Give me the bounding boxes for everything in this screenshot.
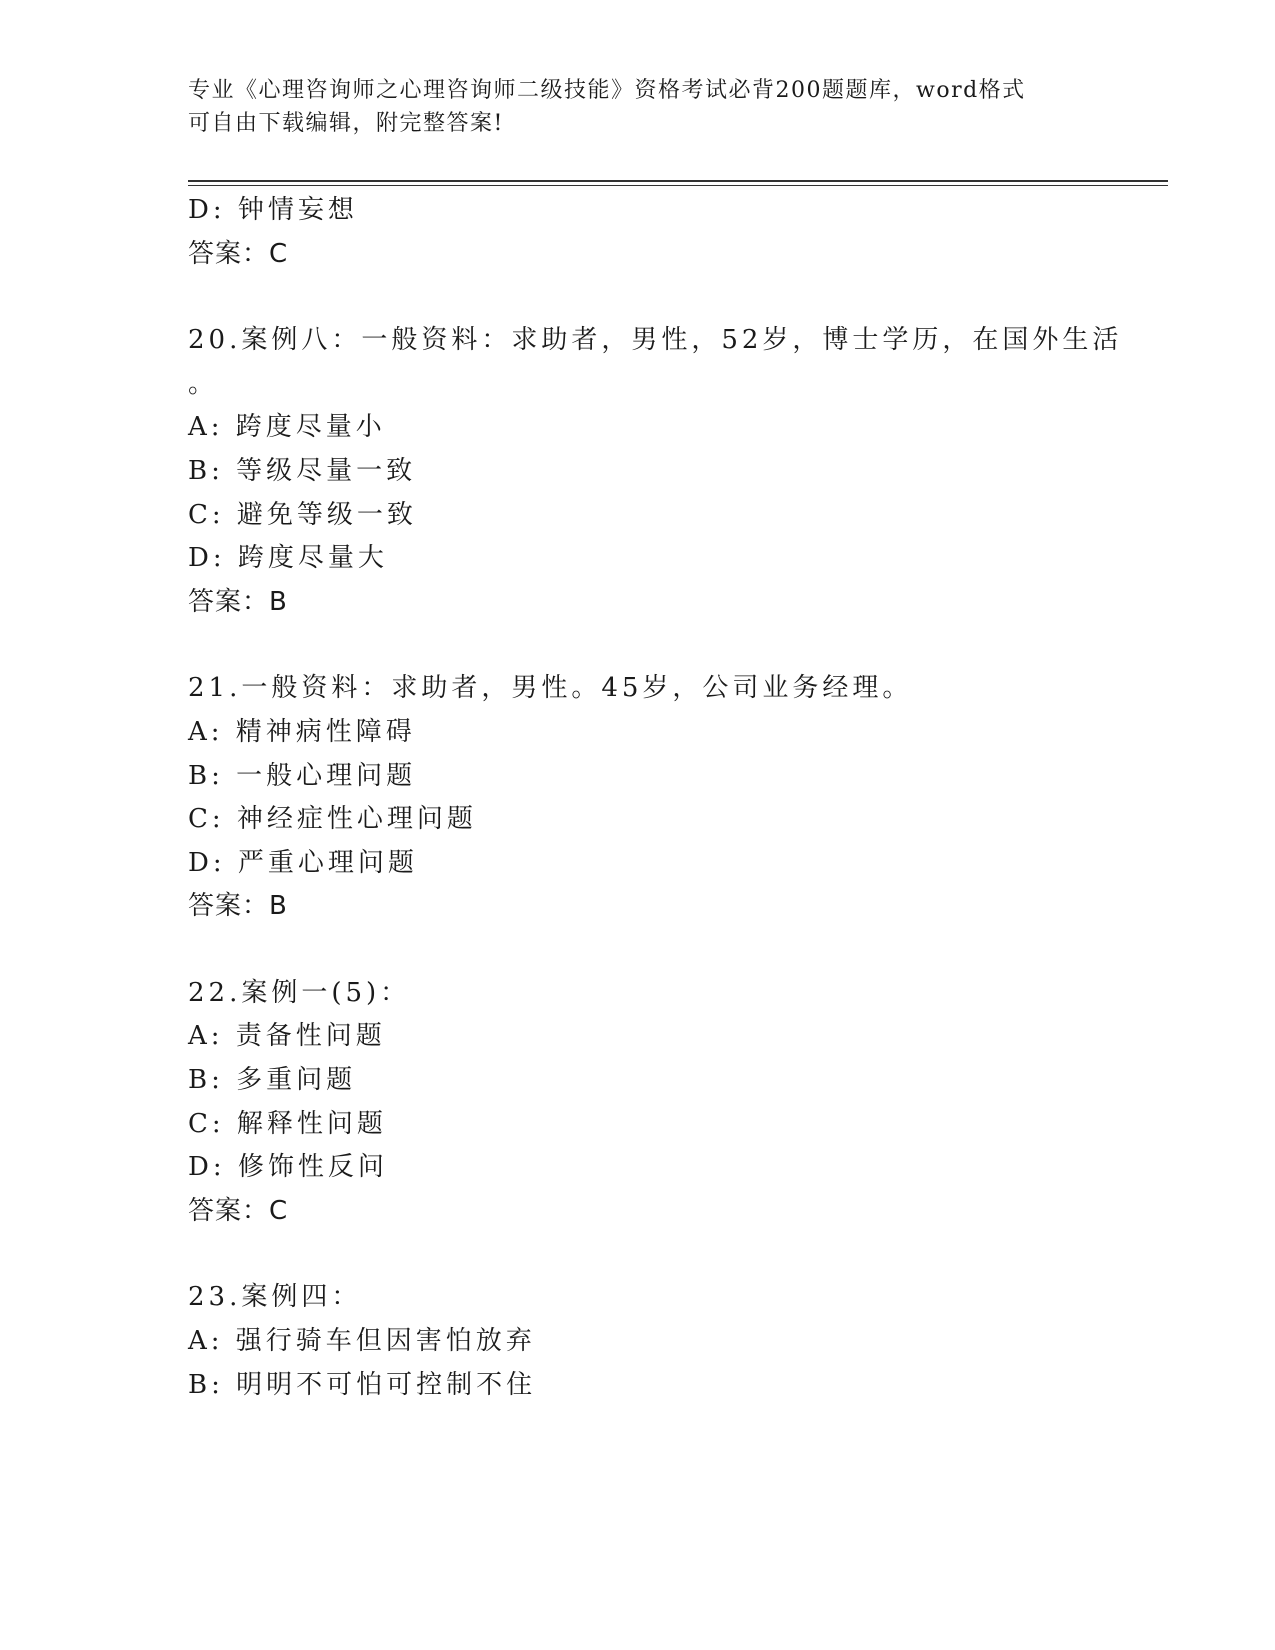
header-line-1: 专业《心理咨询师之心理咨询师二级技能》资格考试必背200题题库，word格式 xyxy=(188,78,1026,103)
q20-answer: 答案：B xyxy=(188,587,288,617)
header-rule-thick xyxy=(188,180,1168,182)
q23-stem: 23.案例四： xyxy=(188,1282,362,1312)
q21-answer: 答案：B xyxy=(188,891,288,921)
document-header xyxy=(188,74,1088,140)
q22-option-d: D: 修饰性反问 xyxy=(188,1152,388,1182)
q22-stem: 22.案例一(5)： xyxy=(188,978,411,1008)
q21-option-a: A: 精神病性障碍 xyxy=(188,717,416,747)
prev-answer: 答案：C xyxy=(188,239,289,269)
q20-stem-continued: 。 xyxy=(188,369,219,399)
q23-option-b: B: 明明不可怕可控制不住 xyxy=(188,1370,537,1400)
q21-option-c: C: 神经症性心理问题 xyxy=(188,804,477,834)
q20-stem: 20.案例八：一般资料：求助者，男性，52岁，博士学历，在国外生活 xyxy=(188,325,1123,355)
q20-option-b: B: 等级尽量一致 xyxy=(188,456,417,486)
q22-option-b: B: 多重问题 xyxy=(188,1065,357,1095)
q22-option-a: A: 责备性问题 xyxy=(188,1021,386,1051)
q20-option-a: A: 跨度尽量小 xyxy=(188,412,386,442)
q23-option-a: A: 强行骑车但因害怕放弃 xyxy=(188,1326,536,1356)
q21-stem: 21.一般资料：求助者，男性。45岁，公司业务经理。 xyxy=(188,673,913,703)
q21-option-d: D: 严重心理问题 xyxy=(188,848,418,878)
header-line-2: 可自由下载编辑，附完整答案! xyxy=(188,111,504,136)
prev-option-d: D: 钟情妄想 xyxy=(188,195,358,225)
q22-option-c: C: 解释性问题 xyxy=(188,1109,387,1139)
header-rule-thin xyxy=(188,185,1168,186)
q22-answer: 答案：C xyxy=(188,1196,289,1226)
q20-option-c: C: 避免等级一致 xyxy=(188,500,417,530)
q21-option-b: B: 一般心理问题 xyxy=(188,761,417,791)
q20-option-d: D: 跨度尽量大 xyxy=(188,543,388,573)
